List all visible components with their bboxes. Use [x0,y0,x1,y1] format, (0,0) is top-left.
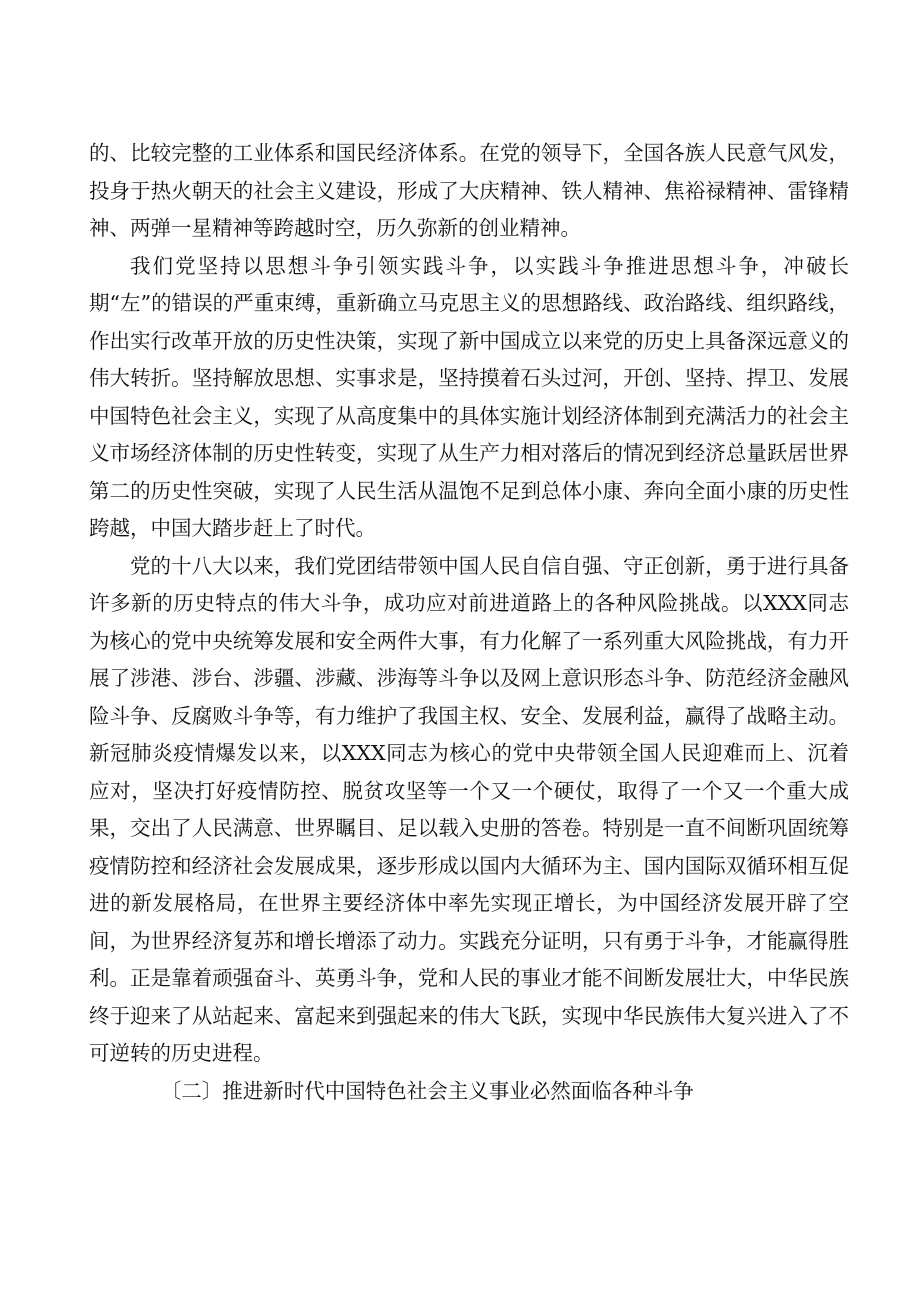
section-heading: 〔二〕推进新时代中国特色社会主义事业必然面临各种斗争 [160,1078,694,1103]
paragraph-new-era: 党的十八大以来，我们党团结带领中国人民自信自强、守正创新，勇于进行具备许多新的历史特点的伟大斗争，成功应对前进道路上的各种风险挑战。以XXX同志为核心的党中央统筹发展和安全两件大事，有力化解了一系列重大风险挑战，有力开展了涉港、涉台、涉疆、涉藏、涉海等斗争以及网上意识形态斗争、防范经济金融风险斗争、反腐败斗争等，有力维护了我国主权、安全、发展利益，赢得了战略主动。新冠肺炎疫情爆发以来，以XXX同志为核心的党中央带领全国人民迎难而上、沉着应对，坚决打好疫情防控、脱贫攻坚等一个又一个硬仗，取得了一个又一个重大成果，交出了人民满意、世界瞩目、足以载入史册的答卷。特别是一直不间断巩固统筹疫情防控和经济社会发展成果，逐步形成以国内大循环为主、国内国际双循环相互促进的新发展格局，在世界主要经济体中率先实现正增长，为中国经济发展开辟了空间，为世界经济复苏和增长增添了动力。实践充分证明，只有勇于斗争，才能赢得胜利。正是靠着顽强奋斗、英勇斗争，党和人民的事业才能不间断发展壮大，中华民族终于迎来了从站起来、富起来到强起来的伟大飞跃，实现中华民族伟大复兴进入了不可逆转的历史进程。 [89,553,849,1065]
paragraph-continuation: 的、比较完整的工业体系和国民经济体系。在党的领导下，全国各族人民意气风发，投身于热火朝天的社会主义建设，形成了大庆精神、铁人精神、焦裕禄精神、雷锋精神、两弹一星精神等跨越时空，历久弥新的创业精神。 [89,141,849,240]
paragraph-reform: 我们党坚持以思想斗争引领实践斗争，以实践斗争推进思想斗争，冲破长期“左”的错误的严重束缚，重新确立马克思主义的思想路线、政治路线、组织路线，作出实行改革开放的历史性决策，实现了新中国成立以来党的历史上具备深远意义的伟大转折。坚持解放思想、实事求是，坚持摸着石头过河，开创、坚持、捍卫、发展中国特色社会主义，实现了从高度集中的具体实施计划经济体制到充满活力的社会主义市场经济体制的历史性转变，实现了从生产力相对落后的情况到经济总量跃居世界第二的历史性突破，实现了人民生活从温饱不足到总体小康、奔向全面小康的历史性跨越，中国大踏步赶上了时代。 [89,253,849,540]
document-page [89,135,849,1110]
